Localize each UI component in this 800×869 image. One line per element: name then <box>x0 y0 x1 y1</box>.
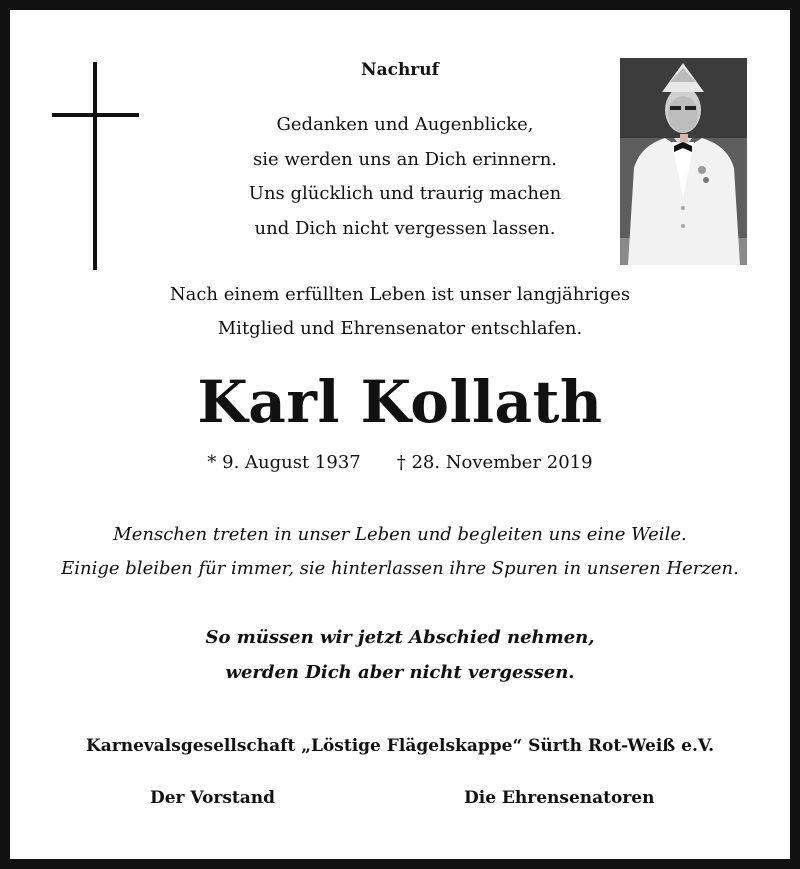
signature-board: Der Vorstand <box>150 788 276 808</box>
intro-text <box>0 278 800 346</box>
signature-senators: Die Ehrensenatoren <box>464 788 655 808</box>
farewell-line: So müssen wir jetzt Abschied nehmen, <box>205 627 595 648</box>
poem-line: sie werden uns an Dich erinnern. <box>252 148 558 170</box>
poem <box>240 108 570 246</box>
portrait-illustration <box>620 58 747 265</box>
cross-icon <box>93 62 97 270</box>
notice-heading: Nachruf <box>361 60 439 80</box>
club-name: Karnevalsgesellschaft „Löstige Flägelskappe“ Sürth Rot-Weiß e.V. <box>85 736 714 756</box>
cross-icon-bar <box>52 113 139 117</box>
birth-date: * 9. August 1937 <box>207 452 361 473</box>
farewell-line: werden Dich aber nicht vergessen. <box>225 662 575 683</box>
poem-line: und Dich nicht vergessen lassen. <box>254 217 556 239</box>
life-dates <box>0 452 800 473</box>
death-date: † 28. November 2019 <box>396 452 593 473</box>
intro-line: Nach einem erfüllten Leben ist unser langjähriges <box>169 284 631 305</box>
memorial-quote <box>0 518 800 586</box>
poem-line: Gedanken und Augenblicke, <box>276 114 534 135</box>
portrait-photo <box>620 58 747 265</box>
deceased-name: Karl Kollath <box>197 368 603 436</box>
farewell-text <box>0 620 800 690</box>
quote-line: Menschen treten in unser Leben und begleiten uns eine Weile. <box>113 524 687 545</box>
poem-line: Uns glücklich und traurig machen <box>248 183 562 204</box>
quote-line: Einige bleiben für immer, sie hinterlassen ihre Spuren in unseren Herzen. <box>61 558 739 579</box>
intro-line: Mitglied und Ehrensenator entschlafen. <box>217 318 583 339</box>
